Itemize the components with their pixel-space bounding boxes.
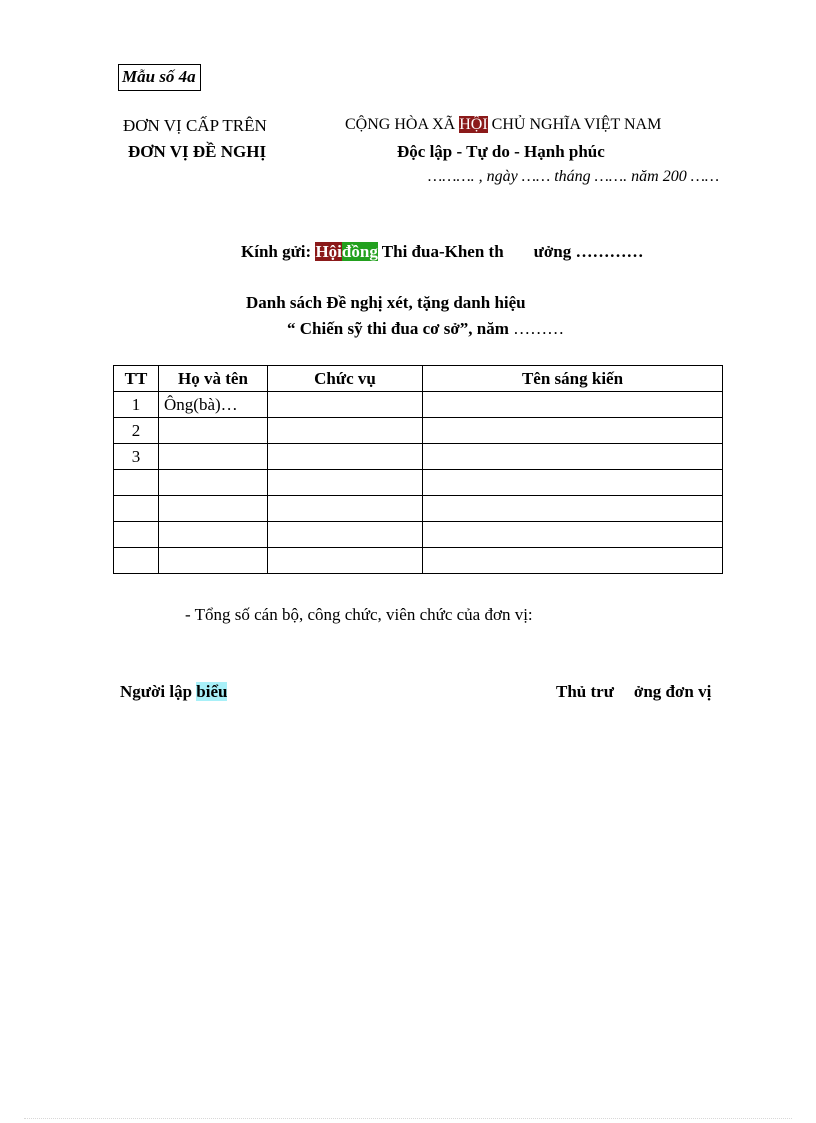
table-cell bbox=[423, 392, 723, 418]
table-cell bbox=[268, 444, 423, 470]
table-cell bbox=[268, 548, 423, 574]
table-row bbox=[114, 496, 723, 522]
table-cell bbox=[423, 496, 723, 522]
date-line: ………. , ngày …… tháng ……. năm 200 …… bbox=[428, 168, 720, 185]
award-title bbox=[287, 319, 564, 339]
national-title-pre: CỘNG HÒA XÃ bbox=[345, 116, 460, 133]
header-initiative: Tên sáng kiến bbox=[423, 366, 723, 392]
table-cell bbox=[114, 548, 159, 574]
recipient-part-a: Thi đua-Khen th bbox=[377, 242, 504, 261]
national-title-post: CHỦ NGHĨA VIỆT NAM bbox=[487, 116, 662, 133]
proposing-unit-label: ĐƠN VỊ ĐỀ NGHỊ bbox=[128, 142, 267, 161]
award-title-text: “ Chiến sỹ thi đua cơ sở”, năm bbox=[287, 319, 514, 338]
preparer-signature bbox=[120, 682, 227, 702]
table-cell bbox=[423, 470, 723, 496]
table-cell bbox=[159, 418, 268, 444]
national-title bbox=[345, 116, 661, 134]
table-row bbox=[114, 392, 723, 418]
table-cell bbox=[159, 470, 268, 496]
head-label-b: ởng đơn vị bbox=[633, 682, 712, 701]
preparer-label: Người lập bbox=[120, 682, 197, 701]
table-row bbox=[114, 470, 723, 496]
table-row bbox=[114, 418, 723, 444]
table-cell bbox=[114, 470, 159, 496]
table-row bbox=[114, 522, 723, 548]
table-cell bbox=[268, 470, 423, 496]
table-cell: 3 bbox=[114, 444, 159, 470]
table-cell bbox=[159, 522, 268, 548]
table-cell bbox=[268, 496, 423, 522]
nominee-table bbox=[113, 365, 723, 574]
motto: Độc lập - Tự do - Hạnh phúc bbox=[397, 142, 605, 161]
table-cell bbox=[423, 548, 723, 574]
table-cell bbox=[159, 444, 268, 470]
page-bottom-divider bbox=[24, 1118, 792, 1119]
recipient-part-b: ưởng ………… bbox=[533, 242, 644, 261]
head-label-a: Thủ trư bbox=[556, 682, 614, 701]
table-cell bbox=[268, 418, 423, 444]
table-cell bbox=[423, 418, 723, 444]
table-row bbox=[114, 444, 723, 470]
table-cell bbox=[114, 522, 159, 548]
table-cell bbox=[423, 444, 723, 470]
table-cell bbox=[268, 522, 423, 548]
header-full-name: Họ và tên bbox=[159, 366, 268, 392]
award-year: ……… bbox=[513, 319, 565, 338]
total-staff-line: - Tổng số cán bộ, công chức, viên chức của đơn vị: bbox=[185, 605, 533, 624]
table-cell bbox=[423, 522, 723, 548]
preparer-label-highlight: biểu bbox=[196, 682, 228, 701]
table-cell bbox=[159, 496, 268, 522]
table-header-row bbox=[114, 366, 723, 392]
header-tt: TT bbox=[114, 366, 159, 392]
table-cell: Ông(bà)… bbox=[159, 392, 268, 418]
national-title-highlight: HỘI bbox=[459, 116, 488, 133]
recipient-label: Kính gửi: bbox=[241, 242, 316, 261]
recipient-line bbox=[241, 242, 643, 262]
recipient-word-highlight-1: Hội bbox=[315, 242, 342, 261]
table-row bbox=[114, 548, 723, 574]
table-cell bbox=[114, 496, 159, 522]
table-cell bbox=[159, 548, 268, 574]
list-title: Danh sách Đề nghị xét, tặng danh hiệu bbox=[246, 293, 526, 312]
table-cell: 2 bbox=[114, 418, 159, 444]
form-number: Mẫu số 4a bbox=[118, 64, 201, 91]
head-signature bbox=[556, 682, 711, 702]
table-cell: 1 bbox=[114, 392, 159, 418]
header-position: Chức vụ bbox=[268, 366, 423, 392]
superior-unit-label: ĐƠN VỊ CẤP TRÊN bbox=[123, 116, 267, 135]
table-cell bbox=[268, 392, 423, 418]
recipient-word-highlight-2: đồng bbox=[341, 242, 378, 261]
